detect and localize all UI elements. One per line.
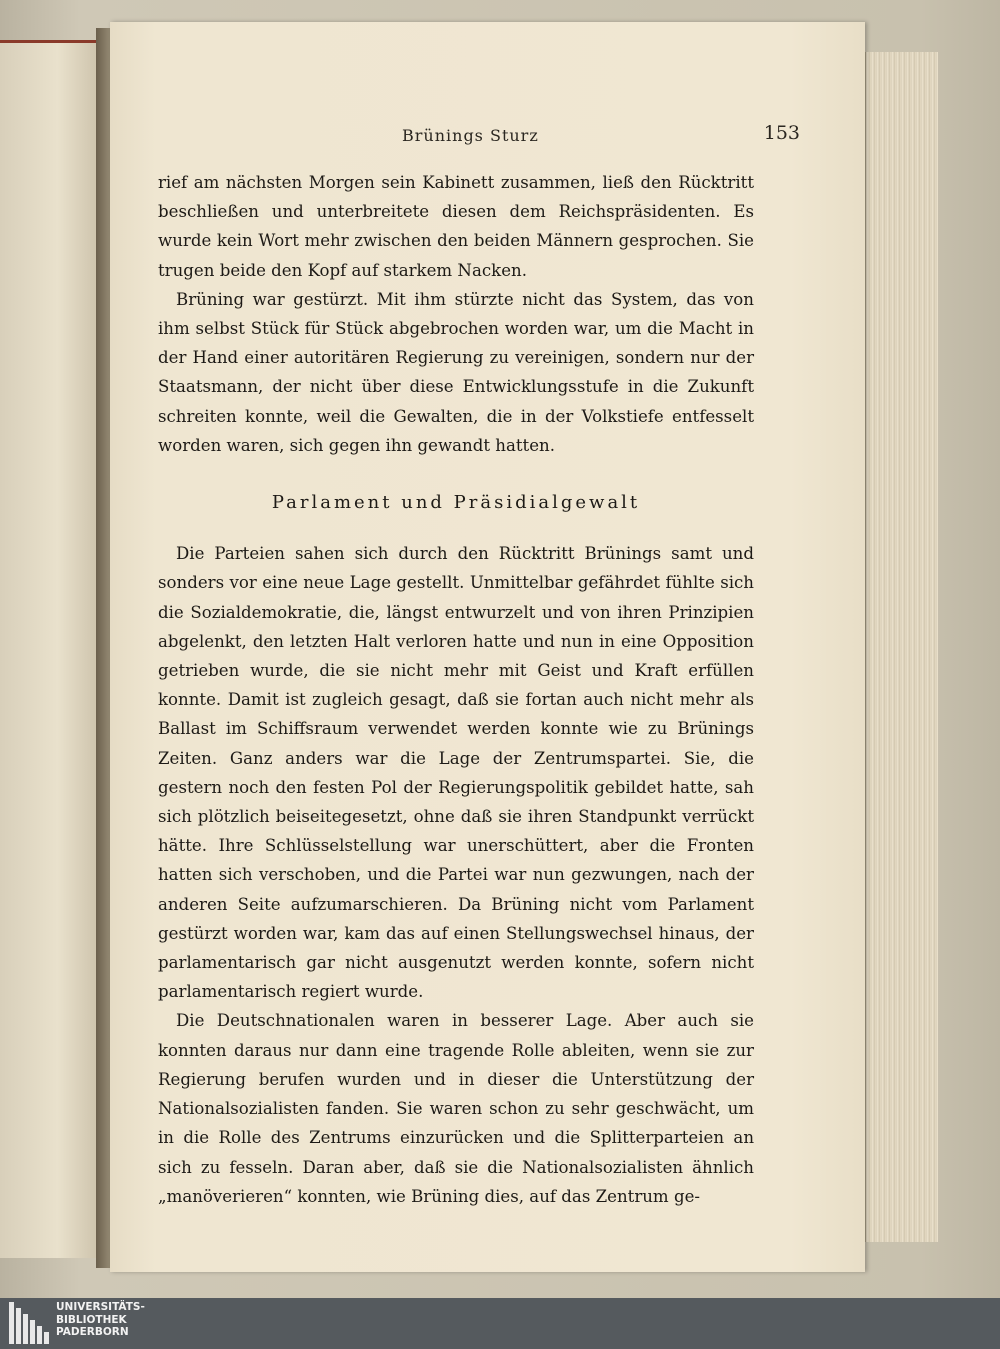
library-logo-text [56,1301,145,1339]
paragraph: Brüning war gestürzt. Mit ihm stürzte nicht das System, das von ihm selbst Stück für Stück abgebrochen worden war, um die Macht in der Hand einer autoritären Regierung zu vereinigen, sondern nur der Staatsmann, der nicht über diese Entwicklungsstufe in die Zukunft schreiten konnte, weil die Gewalten, die in der Volkstiefe entfesselt worden waren, sich gegen ihn gewandt hatten. [158,289,754,455]
section-heading: Parlament und Präsidialgewalt [271,492,641,514]
body-text [158,168,754,1211]
page-edges [865,52,938,1242]
book-page [110,22,865,1272]
logo-line: BIBLIOTHEK [56,1313,127,1326]
paragraph: Die Deutschnationalen waren in besserer Lage. Aber auch sie konnten daraus nur dann eine tragende Rolle ableiten, wenn sie zur Regierung berufen wurden und in dieser die Unterstützung der Nationalsozialisten fanden. Sie waren schon zu sehr geschwächt, um in die Rolle des Zentrums einzurücken und die Splitterparteien an sich zu fesseln. Daran aber, daß sie die Nationalsozialisten ähnlich „manöverieren“ konnten, wie Brüning dies, auf das Zentrum ge- [158,1011,754,1206]
paragraph: Die Parteien sahen sich durch den Rücktritt Brünings samt und sonders vor eine neue Lage gestellt. Unmittelbar gefährdet fühlte sich die Sozialdemokratie, die, längst entwurzelt und von ihren Prinzipien abgelenkt, den letzten Halt verloren hatte und nun in eine Opposition getrieben wurde, die sie nicht mehr mit Geist und Kraft erfüllen konnte. Damit ist zugleich gesagt, daß sie fortan auch nicht mehr als Ballast im Schiffsraum verwendet werden konnte wie zu Brünings Zeiten. Ganz anders war die Lage der Zentrumspartei. Sie, die gestern noch den festen Pol der Regierungspolitik gebildet hatte, sah sich plötzlich beiseitegesetzt, ohne daß sie ihren Standpunkt verrückt hätte. Ihre Schlüsselstellung war unerschüttert, aber die Fronten hatten sich verschoben, und die Partei war nun gezwungen, nach der anderen Seite aufzumarschieren. Da Brüning nicht vom Parlament gestürzt worden war, kam das auf einen Stellungswechsel hinaus, der parlamentarisch gar nicht ausgenutzt werden konnte, sofern nicht parlamentarisch regiert wurde. [158,544,754,1002]
running-head [170,122,810,150]
left-page-edge [0,40,96,1258]
library-footer [0,1298,1000,1349]
library-logo-icon [9,1302,51,1344]
running-head-title: Brünings Sturz [402,126,539,145]
page-number: 153 [763,122,800,144]
logo-line: PADERBORN [56,1326,129,1338]
paragraph: rief am nächsten Morgen sein Kabinett zusammen, ließ den Rücktritt beschließen und unterbreitete diesen dem Reichspräsidenten. Es wurde kein Wort mehr zwischen den beiden Männern gesprochen. Sie trugen beide den Kopf auf starkem Nacken. [158,173,754,280]
logo-line: UNIVERSITÄTS- [56,1301,145,1313]
